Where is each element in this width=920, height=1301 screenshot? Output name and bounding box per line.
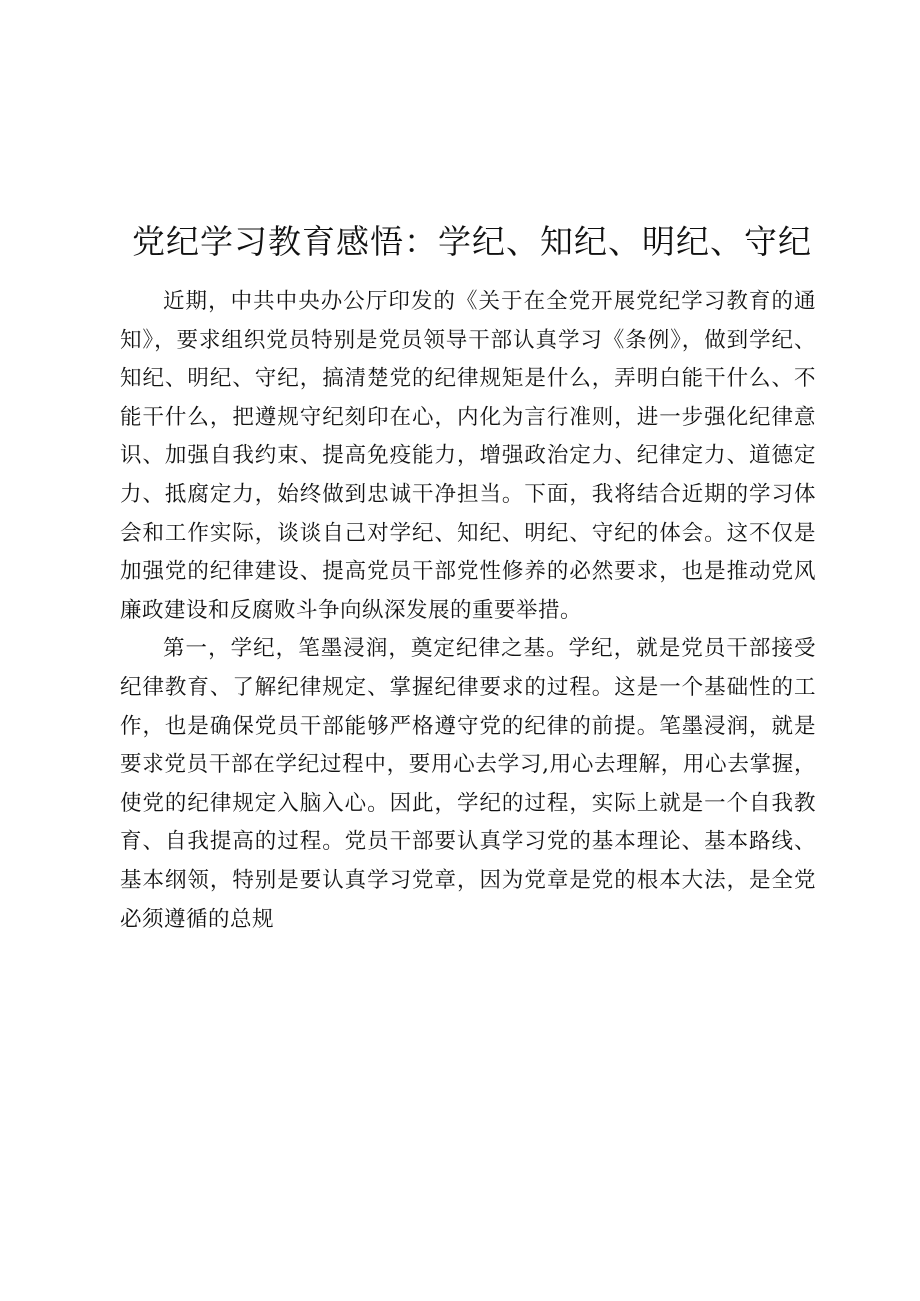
- paragraph-first-point: 第一，学纪，笔墨浸润，奠定纪律之基。学纪，就是党员干部接受纪律教育、了解纪律规定、掌握纪律要求的过程。这是一个基础性的工作，也是确保党员干部能够严格遵守党的纪律的前提。笔墨浸润，就是要求党员干部在学纪过程中，要用心去学习,用心去理解，用心去掌握，使党的纪律规定入脑入心。因此，学纪的过程，实际上就是一个自我教育、自我提高的过程。党员干部要认真学习党的基本理论、基本路线、基本纲领，特别是要认真学习党章，因为党章是党的根本大法，是全党必须遵循的总规: [120, 636, 816, 932]
- document-body: [120, 283, 816, 939]
- document-title: 党纪学习教育感悟：学纪、知纪、明纪、守纪: [132, 222, 812, 261]
- paragraph-intro: 近期，中共中央办公厅印发的《关于在全党开展党纪学习教育的通知》，要求组织党员特别是党员领导干部认真学习《条例》，做到学纪、知纪、明纪、守纪，搞清楚党的纪律规矩是什么，弄明白能干什么、不能干什么，把遵规守纪刻印在心，内化为言行准则，进一步强化纪律意识、加强自我约束、提高免疫能力，增强政治定力、纪律定力、道德定力、抵腐定力，始终做到忠诚干净担当。下面，我将结合近期的学习体会和工作实际，谈谈自己对学纪、知纪、明纪、守纪的体会。这不仅是加强党的纪律建设、提高党员干部党性修养的必然要求，也是推动党风廉政建设和反腐败斗争向纵深发展的重要举措。: [120, 289, 816, 623]
